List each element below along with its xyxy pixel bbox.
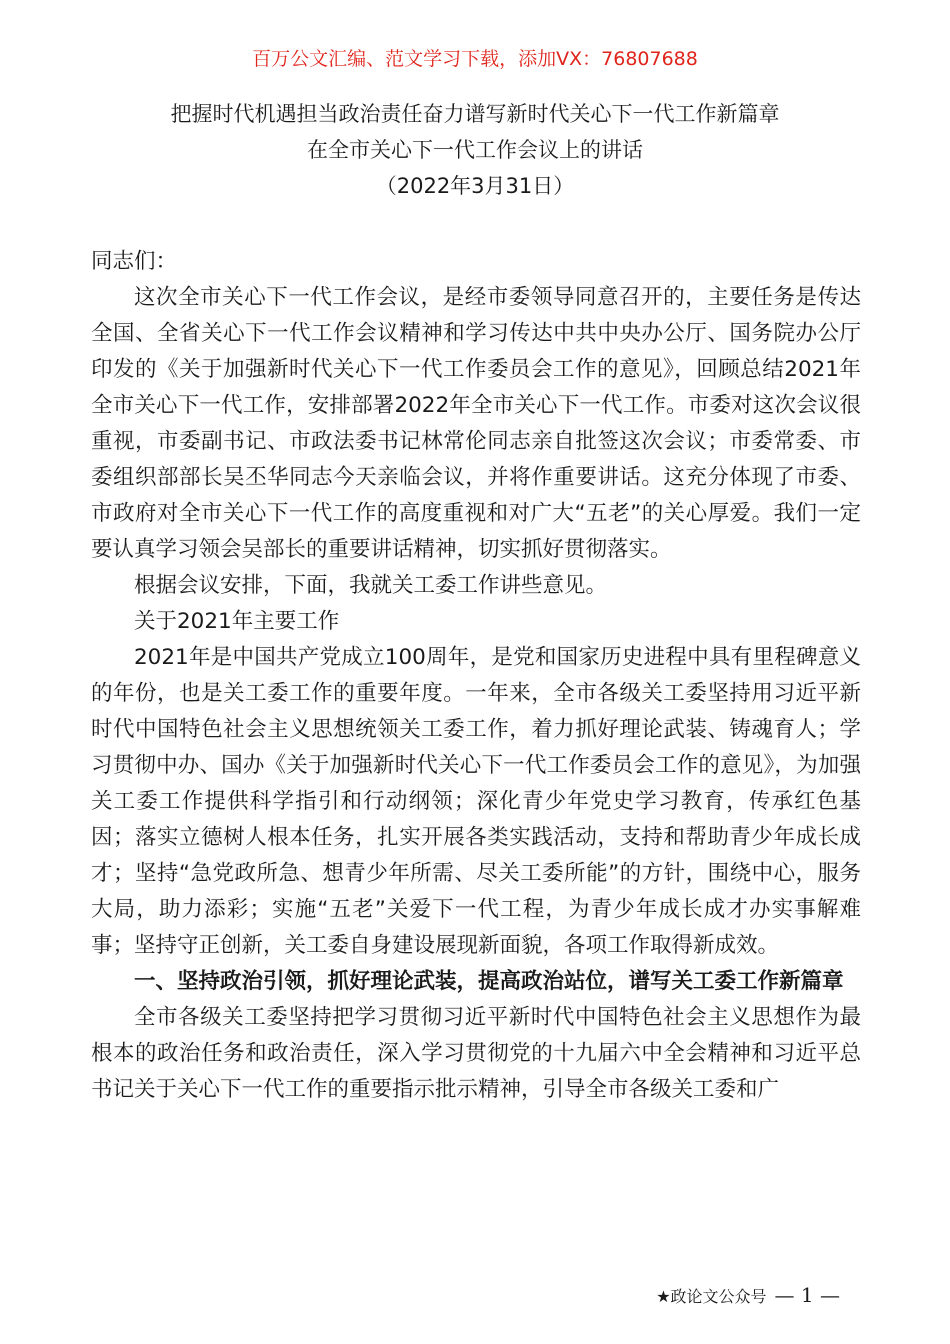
main-title: 把握时代机遇担当政治责任奋力谱写新时代关心下一代工作新篇章 xyxy=(170,102,780,126)
subtitle: 在全市关心下一代工作会议上的讲话 xyxy=(307,138,643,162)
section-heading-2021: 关于2021年主要工作 xyxy=(134,609,340,634)
section-heading-one: 一、坚持政治引领，抓好理论武装，提高政治站位，谱写关工委工作新篇章 xyxy=(134,969,844,994)
title-block xyxy=(0,96,950,204)
watermark-banner: 百万公文汇编、范文学习下载，添加VX：76807688 xyxy=(252,48,698,70)
page-number: — 1 — xyxy=(774,1283,840,1307)
paragraph-2021-summary: 2021年是中国共产党成立100周年，是党和国家历史进程中具有里程碑意义的年份，也是关工委工作的重要年度。一年来，全市各级关工委坚持用习近平新时代中国特色社会主义思想统领关工委工作，着力抓好理论武装、铸魂育人；学习贯彻中办、国办《关于加强新时代关心下一代工作委员会工作的意见》，为加强关工委工作提供科学指引和行动纲领；深化青少年党史学习教育，传承红色基因；落实立德树人根本任务，扎实开展各类实践活动，支持和帮助青少年成长成才；坚持“急党政所急、想青少年所需、尽关工委所能”的方针，围绕中心，服务大局，助力添彩；实施“五老”关爱下一代工程，为青少年成长成才办实事解难事；坚持守正创新，关工委自身建设展现新面貌，各项工作取得新成效。 xyxy=(91,645,861,958)
speech-date: （2022年3月31日） xyxy=(375,174,575,198)
footer-source: ★政论文公众号 xyxy=(656,1287,767,1306)
speech-body xyxy=(91,244,861,1108)
paragraph-intro: 这次全市关心下一代工作会议，是经市委领导同意召开的，主要任务是传达全国、全省关心下一代工作会议精神和学习传达中共中央办公厅、国务院办公厅印发的《关于加强新时代关心下一代工作委员会工作的意见》，回顾总结2021年全市关心下一代工作，安排部署2022年全市关心下一代工作。市委对这次会议很重视，市委副书记、市政法委书记林常伦同志亲自批签这次会议；市委常委、市委组织部部长吴丕华同志今天亲临会议，并将作重要讲话。这充分体现了市委、市政府对全市关心下一代工作的高度重视和对广大“五老”的关心厚爱。我们一定要认真学习领会吴部长的重要讲话精神，切实抓好贯彻落实。 xyxy=(91,285,861,562)
paragraph-arrangement: 根据会议安排，下面，我就关工委工作讲些意见。 xyxy=(134,573,608,598)
paragraph-political-guidance: 全市各级关工委坚持把学习贯彻习近平新时代中国特色社会主义思想作为最根本的政治任务和政治责任，深入学习贯彻党的十九届六中全会精神和习近平总书记关于关心下一代工作的重要指示批示精神，引导全市各级关工委和广 xyxy=(91,1005,861,1102)
page-footer xyxy=(656,1282,840,1310)
salutation: 同志们： xyxy=(91,249,178,274)
